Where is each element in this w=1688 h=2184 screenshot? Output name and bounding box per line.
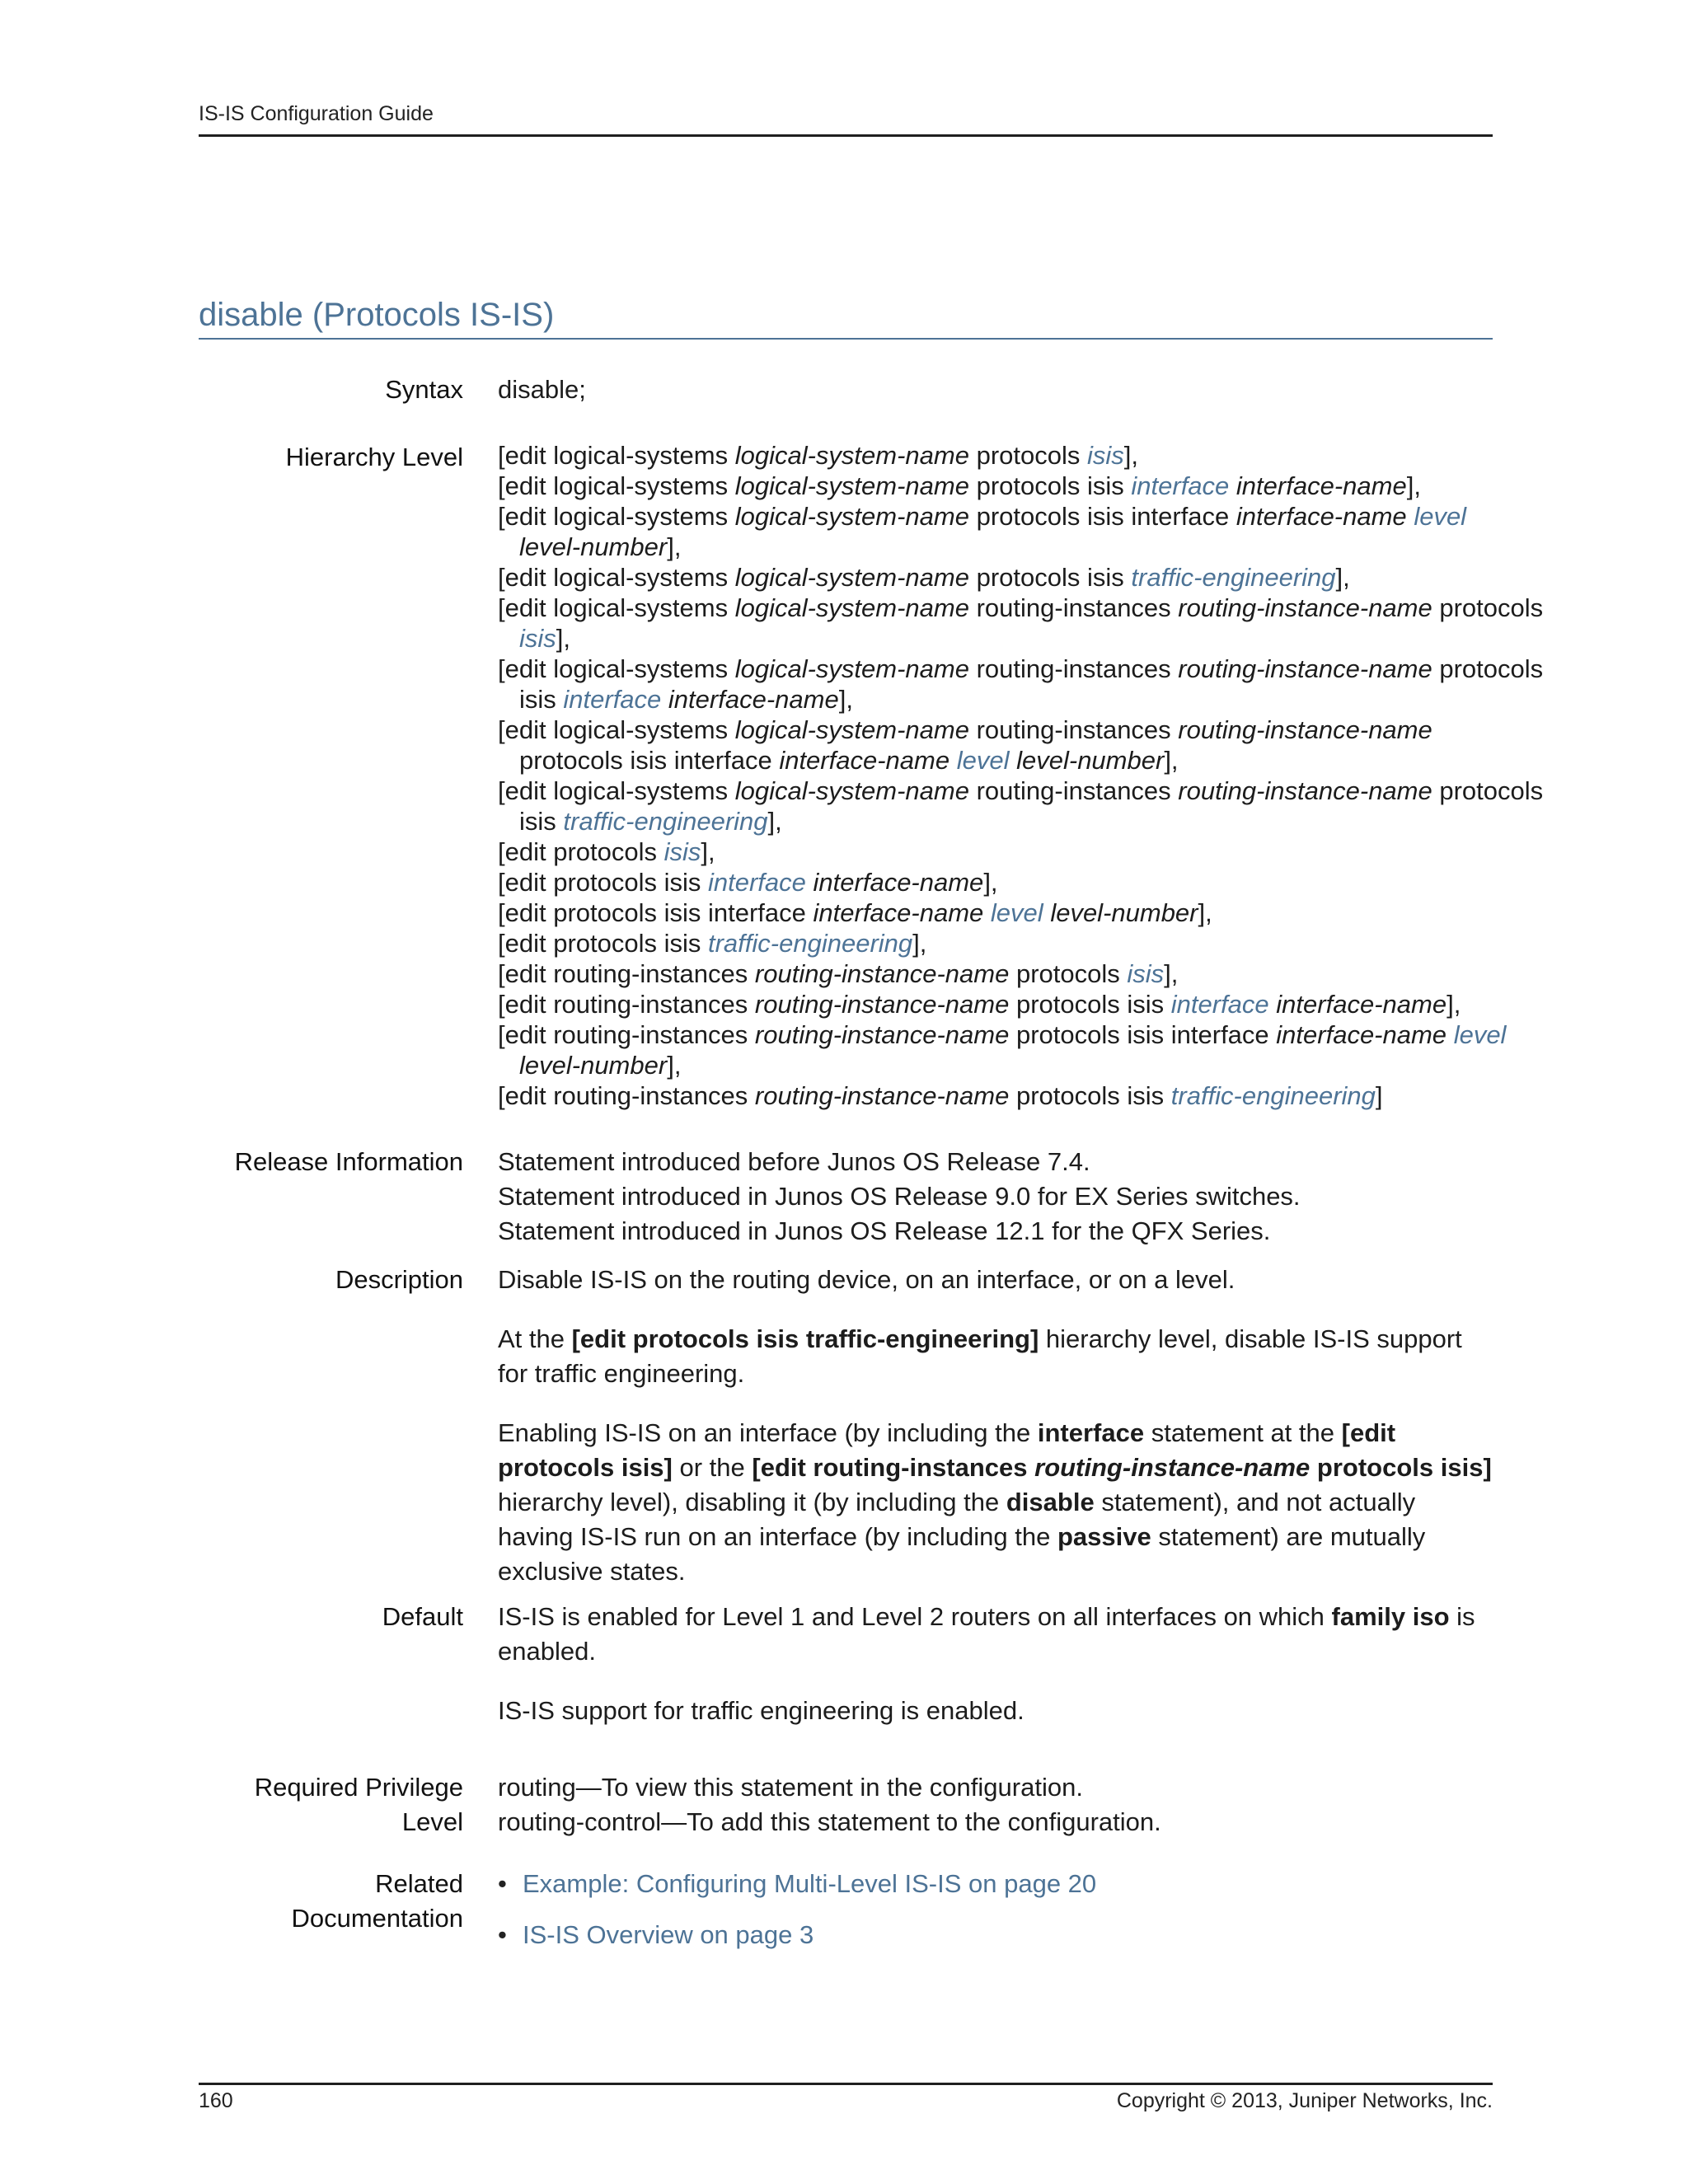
placeholder-text: routing-instance-name bbox=[1178, 776, 1432, 805]
page-number: 160 bbox=[199, 2089, 233, 2112]
text-run: isis bbox=[519, 685, 564, 714]
placeholder-text: interface-name bbox=[779, 746, 950, 775]
text-run: [edit logical-systems bbox=[498, 441, 735, 470]
text-run: [edit logical-systems bbox=[498, 715, 735, 744]
text-run: [edit routing-instances bbox=[498, 959, 755, 988]
code-text: protocols isis] bbox=[1310, 1453, 1492, 1482]
text-run: protocols isis interface bbox=[519, 746, 780, 775]
hierarchy-link[interactable]: isis bbox=[1087, 441, 1124, 470]
text-run: protocols isis bbox=[968, 563, 1132, 592]
text-run: routing-instances bbox=[968, 593, 1179, 622]
placeholder-text: routing-instance-name bbox=[754, 1020, 1010, 1049]
text-run: statement at the bbox=[1144, 1418, 1342, 1447]
related-link-multilevel[interactable]: Example: Configuring Multi-Level IS-IS on page 20 bbox=[523, 1869, 1097, 1898]
text-run: ], bbox=[838, 685, 853, 714]
hierarchy-line bbox=[498, 471, 1495, 501]
code-text: passive bbox=[1057, 1522, 1151, 1551]
text-run: ], bbox=[1447, 990, 1461, 1019]
description-label: Description bbox=[335, 1265, 463, 1294]
hierarchy-link[interactable]: level bbox=[990, 898, 1043, 927]
text-run: [edit logical-systems bbox=[498, 502, 735, 531]
placeholder-text: interface-name bbox=[1236, 502, 1407, 531]
code-text: [edit routing-instances bbox=[752, 1453, 1035, 1482]
text-run: protocols bbox=[968, 441, 1087, 470]
text-run: ], bbox=[1335, 563, 1350, 592]
text-run: hierarchy level), disabling it (by including the bbox=[498, 1488, 1006, 1516]
text-run: [edit logical-systems bbox=[498, 471, 735, 500]
hierarchy-link[interactable]: traffic-engineering bbox=[563, 807, 768, 836]
hierarchy-line bbox=[498, 654, 1544, 684]
hierarchy-line bbox=[498, 1080, 1495, 1111]
hierarchy-link[interactable]: traffic-engineering bbox=[1170, 1081, 1376, 1110]
placeholder-text: interface-name bbox=[813, 898, 984, 927]
hierarchy-line bbox=[498, 1050, 1495, 1080]
text-run: ], bbox=[912, 929, 927, 958]
placeholder-text: level-number bbox=[519, 532, 668, 561]
text-run bbox=[983, 898, 991, 927]
privilege-lines bbox=[498, 1770, 1495, 1840]
text-run: isis bbox=[519, 807, 564, 836]
placeholder-text: routing-instance-name bbox=[1178, 715, 1432, 744]
text-run: [edit logical-systems bbox=[498, 563, 735, 592]
hierarchy-link[interactable]: interface bbox=[1131, 471, 1230, 500]
text-run: protocols bbox=[1432, 593, 1544, 622]
page-title: disable (Protocols IS-IS) bbox=[199, 297, 555, 333]
hierarchy-line bbox=[498, 958, 1495, 989]
text-run: ], bbox=[983, 868, 998, 897]
text-run: protocols isis bbox=[1009, 990, 1171, 1019]
hierarchy-list bbox=[498, 440, 1544, 1111]
hierarchy-line bbox=[498, 684, 1495, 715]
placeholder-text: logical-system-name bbox=[734, 654, 969, 683]
text-run: ], bbox=[701, 837, 715, 866]
text-run: [edit routing-instances bbox=[498, 990, 755, 1019]
hierarchy-link[interactable]: isis bbox=[1127, 959, 1165, 988]
text-run: [edit logical-systems bbox=[498, 654, 735, 683]
copyright-notice: Copyright © 2013, Juniper Networks, Inc. bbox=[1116, 2089, 1493, 2112]
text-run: Disable IS-IS on the routing device, on an interface, or on a level. bbox=[498, 1265, 1236, 1294]
hierarchy-line bbox=[498, 562, 1495, 593]
hierarchy-link[interactable]: level bbox=[1414, 502, 1467, 531]
related-links bbox=[498, 1867, 1495, 1969]
placeholder-text: level-number bbox=[1016, 746, 1165, 775]
privilege-label bbox=[191, 1770, 463, 1840]
text-run bbox=[806, 868, 814, 897]
placeholder-text: routing-instance-name bbox=[754, 959, 1010, 988]
hierarchy-link[interactable]: traffic-engineering bbox=[1131, 563, 1336, 592]
release-line: Statement introduced before Junos OS Release 7.4. bbox=[498, 1147, 1090, 1176]
related-list-item bbox=[498, 1918, 1495, 1952]
text-run bbox=[1009, 746, 1016, 775]
text-run bbox=[661, 685, 668, 714]
hierarchy-link[interactable]: traffic-engineering bbox=[708, 929, 913, 958]
footer-rule bbox=[199, 2083, 1493, 2085]
placeholder-text: logical-system-name bbox=[734, 776, 969, 805]
text-run: hierarchy level, disable IS-IS support for traffic engineering. bbox=[498, 1324, 1462, 1388]
release-label: Release Information bbox=[234, 1147, 463, 1176]
hierarchy-line bbox=[498, 776, 1544, 806]
hierarchy-line bbox=[498, 715, 1495, 745]
placeholder-text: level-number bbox=[1050, 898, 1198, 927]
text-run: [edit protocols bbox=[498, 837, 664, 866]
placeholder-text: routing-instance-name bbox=[1178, 593, 1432, 622]
text-run: routing-instances bbox=[968, 715, 1179, 744]
code-text: [edit protocols isis traffic-engineering] bbox=[571, 1324, 1039, 1353]
text-run: [edit protocols isis bbox=[498, 929, 708, 958]
text-run: protocols bbox=[1009, 959, 1128, 988]
text-run bbox=[950, 746, 957, 775]
placeholder-text: routing-instance-name bbox=[1178, 654, 1432, 683]
syntax-value: disable; bbox=[498, 375, 586, 404]
hierarchy-line bbox=[498, 1019, 1507, 1050]
code-text: routing-instance-name bbox=[1034, 1453, 1311, 1482]
text-run: or the bbox=[672, 1453, 753, 1482]
text-run: [edit routing-instances bbox=[498, 1081, 755, 1110]
release-lines bbox=[498, 1145, 1495, 1249]
privilege-label-line: Required Privilege bbox=[254, 1773, 463, 1802]
related-label-line: Documentation bbox=[291, 1904, 463, 1933]
placeholder-text: interface-name bbox=[668, 685, 839, 714]
text-run: protocols bbox=[1432, 654, 1544, 683]
release-line: Statement introduced in Junos OS Release 12.1 for the QFX Series. bbox=[498, 1216, 1271, 1245]
code-text: family iso bbox=[1331, 1602, 1450, 1631]
text-run: ], bbox=[1164, 959, 1179, 988]
hierarchy-line bbox=[498, 440, 1495, 471]
text-run: IS-IS support for traffic engineering is enabled. bbox=[498, 1696, 1025, 1725]
description-paragraph bbox=[498, 1416, 1495, 1589]
hierarchy-link[interactable]: isis bbox=[663, 837, 701, 866]
hierarchy-line bbox=[498, 898, 1495, 928]
text-run: ], bbox=[1164, 746, 1179, 775]
hierarchy-line bbox=[498, 867, 1495, 898]
hierarchy-line bbox=[498, 837, 1495, 867]
text-run: routing-instances bbox=[968, 776, 1179, 805]
syntax-label: Syntax bbox=[385, 375, 463, 404]
placeholder-text: level-number bbox=[519, 1051, 668, 1080]
placeholder-text: routing-instance-name bbox=[754, 990, 1010, 1019]
placeholder-text: logical-system-name bbox=[734, 715, 969, 744]
related-list-item bbox=[498, 1867, 1495, 1901]
hierarchy-link[interactable]: interface bbox=[563, 685, 662, 714]
hierarchy-label: Hierarchy Level bbox=[285, 443, 463, 471]
text-run: protocols isis interface bbox=[968, 502, 1236, 531]
hierarchy-line bbox=[498, 806, 1495, 837]
placeholder-text: routing-instance-name bbox=[754, 1081, 1010, 1110]
placeholder-text: interface-name bbox=[813, 868, 984, 897]
hierarchy-link[interactable]: interface bbox=[1170, 990, 1269, 1019]
text-run: protocols isis interface bbox=[1009, 1020, 1277, 1049]
text-run: At the bbox=[498, 1324, 572, 1353]
text-run: Enabling IS-IS on an interface (by including the bbox=[498, 1418, 1038, 1447]
related-label bbox=[191, 1867, 463, 1936]
text-run: ] bbox=[1375, 1081, 1383, 1110]
text-run: ], bbox=[767, 807, 782, 836]
hierarchy-line bbox=[498, 745, 1495, 776]
text-run: ], bbox=[1198, 898, 1212, 927]
hierarchy-link[interactable]: isis bbox=[519, 624, 556, 653]
text-run: ], bbox=[1406, 471, 1421, 500]
bullet-icon: • bbox=[498, 1920, 507, 1949]
description-paragraph bbox=[498, 1263, 1495, 1297]
hierarchy-link[interactable]: level bbox=[956, 746, 1010, 775]
text-run: is enabled. bbox=[498, 1602, 1475, 1666]
text-run bbox=[1229, 471, 1236, 500]
code-text: disable bbox=[1006, 1488, 1095, 1516]
privilege-label-line: Level bbox=[401, 1807, 463, 1836]
hierarchy-line bbox=[498, 928, 1495, 958]
hierarchy-line bbox=[498, 593, 1544, 623]
description-paragraph bbox=[498, 1322, 1495, 1391]
placeholder-text: logical-system-name bbox=[734, 563, 969, 592]
text-run: protocols bbox=[1432, 776, 1544, 805]
placeholder-text: interface-name bbox=[1236, 471, 1407, 500]
description-text bbox=[498, 1263, 1495, 1614]
text-run: ], bbox=[667, 1051, 682, 1080]
header-rule bbox=[199, 134, 1493, 137]
placeholder-text: logical-system-name bbox=[734, 471, 969, 500]
release-line: Statement introduced in Junos OS Release 9.0 for EX Series switches. bbox=[498, 1182, 1301, 1211]
text-run: [edit logical-systems bbox=[498, 593, 735, 622]
default-label: Default bbox=[382, 1602, 463, 1631]
text-run: statement), and not actually having IS-IS run on an interface (by including the bbox=[498, 1488, 1416, 1551]
placeholder-text: interface-name bbox=[1276, 990, 1447, 1019]
hierarchy-link[interactable]: level bbox=[1453, 1020, 1507, 1049]
code-text: interface bbox=[1037, 1418, 1145, 1447]
text-run: [edit logical-systems bbox=[498, 776, 735, 805]
text-run: [edit protocols isis interface bbox=[498, 898, 814, 927]
text-run: [edit routing-instances bbox=[498, 1020, 755, 1049]
code-text: [edit protocols isis] bbox=[498, 1418, 1396, 1482]
text-run bbox=[1447, 1020, 1454, 1049]
placeholder-text: logical-system-name bbox=[734, 593, 969, 622]
text-run: statement) are mutually exclusive states. bbox=[498, 1522, 1426, 1586]
related-label-line: Related bbox=[375, 1869, 463, 1898]
text-run: [edit protocols isis bbox=[498, 868, 708, 897]
text-run: routing-instances bbox=[968, 654, 1179, 683]
default-text bbox=[498, 1600, 1495, 1753]
placeholder-text: logical-system-name bbox=[734, 502, 969, 531]
privilege-line: routing-control—To add this statement to the configuration. bbox=[498, 1807, 1161, 1836]
placeholder-text: interface-name bbox=[1276, 1020, 1447, 1049]
privilege-line: routing—To view this statement in the configuration. bbox=[498, 1773, 1083, 1802]
hierarchy-line bbox=[498, 532, 1495, 562]
bullet-icon: • bbox=[498, 1869, 507, 1898]
hierarchy-line bbox=[498, 989, 1495, 1019]
placeholder-text: logical-system-name bbox=[734, 441, 969, 470]
default-paragraph bbox=[498, 1600, 1495, 1669]
hierarchy-line bbox=[498, 501, 1495, 532]
text-run: ], bbox=[667, 532, 682, 561]
text-run: ], bbox=[556, 624, 571, 653]
title-rule bbox=[199, 338, 1493, 340]
text-run bbox=[1269, 990, 1277, 1019]
related-link-overview[interactable]: IS-IS Overview on page 3 bbox=[523, 1920, 814, 1949]
running-header: IS-IS Configuration Guide bbox=[199, 102, 434, 125]
hierarchy-link[interactable]: interface bbox=[708, 868, 806, 897]
text-run: ], bbox=[1123, 441, 1139, 470]
text-run: protocols isis bbox=[1009, 1081, 1171, 1110]
hierarchy-line bbox=[498, 623, 1495, 654]
text-run: protocols isis bbox=[968, 471, 1132, 500]
text-run: IS-IS is enabled for Level 1 and Level 2 routers on all interfaces on which bbox=[498, 1602, 1332, 1631]
default-paragraph bbox=[498, 1694, 1495, 1728]
